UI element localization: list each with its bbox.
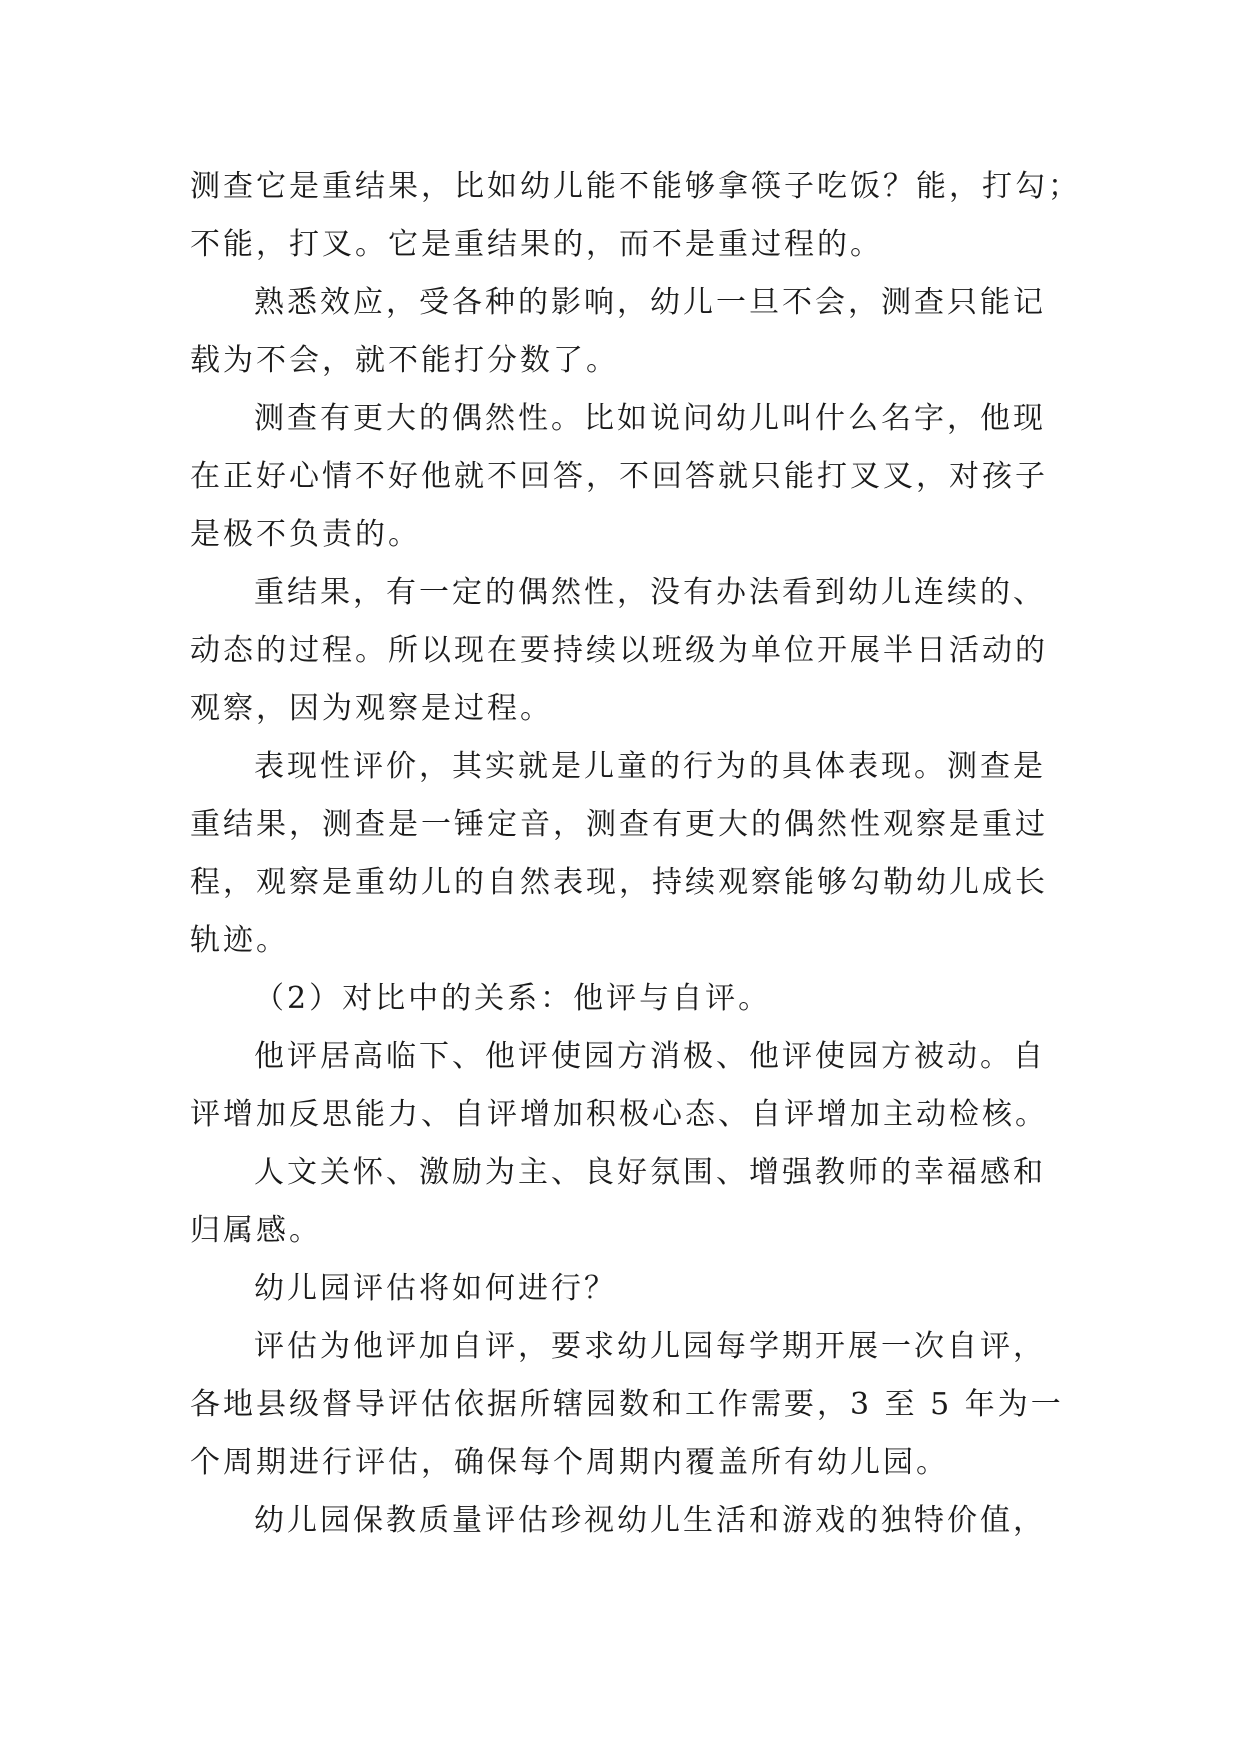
paragraph: [190, 274, 1060, 390]
paragraph: [190, 1492, 1060, 1550]
text-line: 表现性评价，其实就是儿童的行为的具体表现。测查是: [254, 749, 1046, 784]
text-line: 观察，因为观察是过程。: [190, 691, 553, 726]
paragraph: [190, 1318, 1064, 1492]
text-line: 归属感。: [190, 1213, 322, 1248]
text-line: 不能，打叉。它是重结果的，而不是重过程的。: [190, 227, 883, 262]
section-heading: （2）对比中的关系：他评与自评。: [254, 981, 772, 1016]
text-line: 在正好心情不好他就不回答，不回答就只能打叉叉，对孩子: [190, 459, 1048, 494]
paragraph: [190, 158, 1081, 274]
document-body: [190, 158, 1081, 1550]
question-heading: 幼儿园评估将如何进行？: [254, 1271, 617, 1306]
text-line: 人文关怀、激励为主、良好氛围、增强教师的幸福感和: [254, 1155, 1046, 1190]
text-line: 各地县级督导评估依据所辖园数和工作需要，3 至 5 年为一: [190, 1387, 1064, 1422]
paragraph: [190, 738, 1060, 970]
text-line: 评增加反思能力、自评增加积极心态、自评增加主动检核。: [190, 1097, 1048, 1132]
text-line: 程，观察是重幼儿的自然表现，持续观察能够勾勒幼儿成长: [190, 865, 1048, 900]
text-line: 重结果，有一定的偶然性，没有办法看到幼儿连续的、: [254, 575, 1046, 610]
text-line: 载为不会，就不能打分数了。: [190, 343, 619, 378]
text-line: 他评居高临下、他评使园方消极、他评使园方被动。自: [254, 1039, 1046, 1074]
text-line: 测查它是重结果，比如幼儿能不能够拿筷子吃饭？能，打勾；: [190, 169, 1081, 204]
text-line: 重结果，测查是一锤定音，测查有更大的偶然性观察是重过: [190, 807, 1048, 842]
paragraph: [190, 1260, 1060, 1318]
text-line: 动态的过程。所以现在要持续以班级为单位开展半日活动的: [190, 633, 1048, 668]
paragraph: [190, 970, 1060, 1028]
text-line: 评估为他评加自评，要求幼儿园每学期开展一次自评，: [254, 1329, 1046, 1364]
text-line: 个周期进行评估，确保每个周期内覆盖所有幼儿园。: [190, 1445, 949, 1480]
text-line: 是极不负责的。: [190, 517, 421, 552]
text-line: 幼儿园保教质量评估珍视幼儿生活和游戏的独特价值，: [254, 1503, 1046, 1538]
text-line: 测查有更大的偶然性。比如说问幼儿叫什么名字，他现: [254, 401, 1046, 436]
paragraph: [190, 1144, 1060, 1260]
text-line: 轨迹。: [190, 923, 289, 958]
text-line: 熟悉效应，受各种的影响，幼儿一旦不会，测查只能记: [254, 285, 1046, 320]
paragraph: [190, 390, 1060, 564]
paragraph: [190, 564, 1060, 738]
paragraph: [190, 1028, 1060, 1144]
